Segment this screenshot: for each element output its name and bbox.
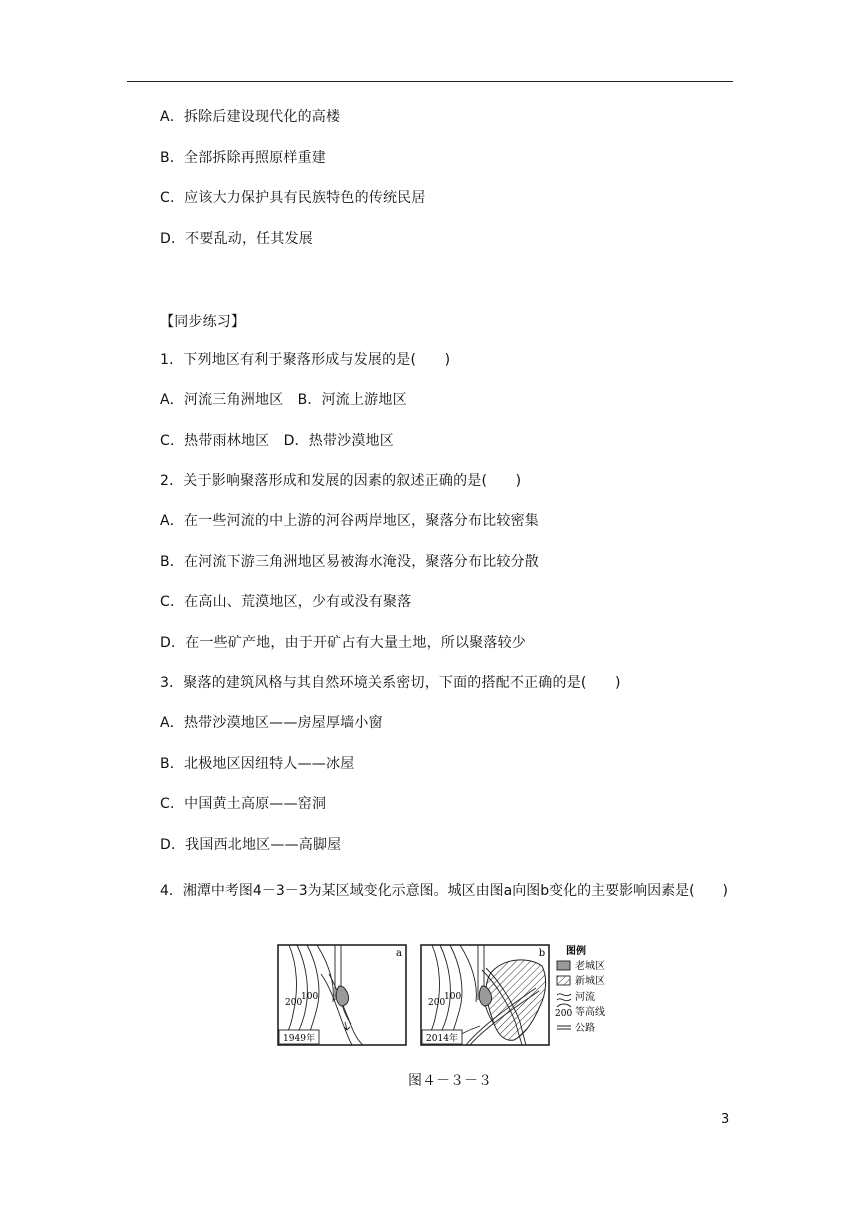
legend-road-symbol	[557, 1026, 571, 1029]
q1-stem: 1．下列地区有利于聚落形成与发展的是( )	[160, 352, 451, 368]
q2-option-a: A．在一些河流的中上游的河谷两岸地区，聚落分布比较密集	[160, 513, 539, 529]
q2-option-b: B．在河流下游三角洲地区易被海水淹没，聚落分布比较分散	[160, 554, 540, 570]
map-b	[421, 945, 549, 1045]
contour-label-200-b: 200	[428, 998, 446, 1008]
map-label-a: a	[396, 948, 402, 959]
figure-caption: 图４－３－３	[408, 1073, 492, 1089]
year-a: 1949年	[283, 1034, 315, 1044]
legend-new-town-swatch	[557, 976, 570, 985]
q2-option-c: C．在高山、荒漠地区，少有或没有聚落	[160, 594, 412, 610]
legend-contour-sample: 200	[555, 1009, 573, 1019]
option-a-prev: A．拆除后建设现代化的高楼	[160, 109, 341, 125]
map-a	[278, 945, 406, 1045]
q3-option-d: D．我国西北地区——高脚屋	[160, 837, 342, 853]
page-number: 3	[721, 1112, 730, 1127]
option-b-prev: B．全部拆除再照原样重建	[160, 150, 327, 166]
header-rule	[127, 81, 733, 82]
contour-label-100-a: 100	[301, 992, 319, 1002]
map-label-b: b	[538, 948, 546, 959]
section-title: 【同步练习】	[160, 314, 246, 330]
q1-option-cd: C．热带雨林地区 D．热带沙漠地区	[160, 433, 394, 449]
q2-option-d: D．在一些矿产地，由于开矿占有大量土地，所以聚落较少	[160, 635, 526, 651]
q3-option-a: A．热带沙漠地区——房屋厚墙小窗	[160, 715, 383, 731]
q3-option-b: B．北极地区因纽特人——冰屋	[160, 756, 355, 772]
contour-label-100-b: 100	[444, 992, 462, 1002]
legend	[555, 944, 605, 1034]
legend-new-town: 新城区	[575, 976, 605, 987]
q3-stem: 3．聚落的建筑风格与其自然环境关系密切，下面的搭配不正确的是( )	[160, 675, 621, 691]
option-c-prev: C．应该大力保护具有民族特色的传统民居	[160, 190, 426, 206]
q3-option-c: C．中国黄土高原——窑洞	[160, 796, 327, 812]
legend-title: 图例	[566, 946, 586, 957]
contour-label-200-a: 200	[285, 998, 303, 1008]
q4-stem: 4．湘潭中考图4－3－3为某区域变化示意图。城区由图a向图b变化的主要影响因素是( )	[160, 883, 729, 899]
region-change-figure	[277, 944, 617, 1046]
legend-contour: 等高线	[575, 1007, 605, 1018]
legend-old-town: 老城区	[575, 961, 605, 972]
legend-contour-symbol	[557, 1004, 571, 1007]
option-d-prev: D．不要乱动，任其发展	[160, 231, 313, 247]
q2-stem: 2．关于影响聚落形成和发展的因素的叙述正确的是( )	[160, 473, 522, 489]
legend-road: 公路	[575, 1023, 595, 1034]
legend-old-town-swatch	[557, 961, 570, 970]
figure-svg	[277, 944, 617, 1046]
legend-river: 河流	[575, 992, 595, 1003]
year-b: 2014年	[426, 1034, 458, 1044]
legend-river-symbol	[557, 994, 571, 1001]
q1-option-ab: A．河流三角洲地区 B．河流上游地区	[160, 392, 407, 408]
